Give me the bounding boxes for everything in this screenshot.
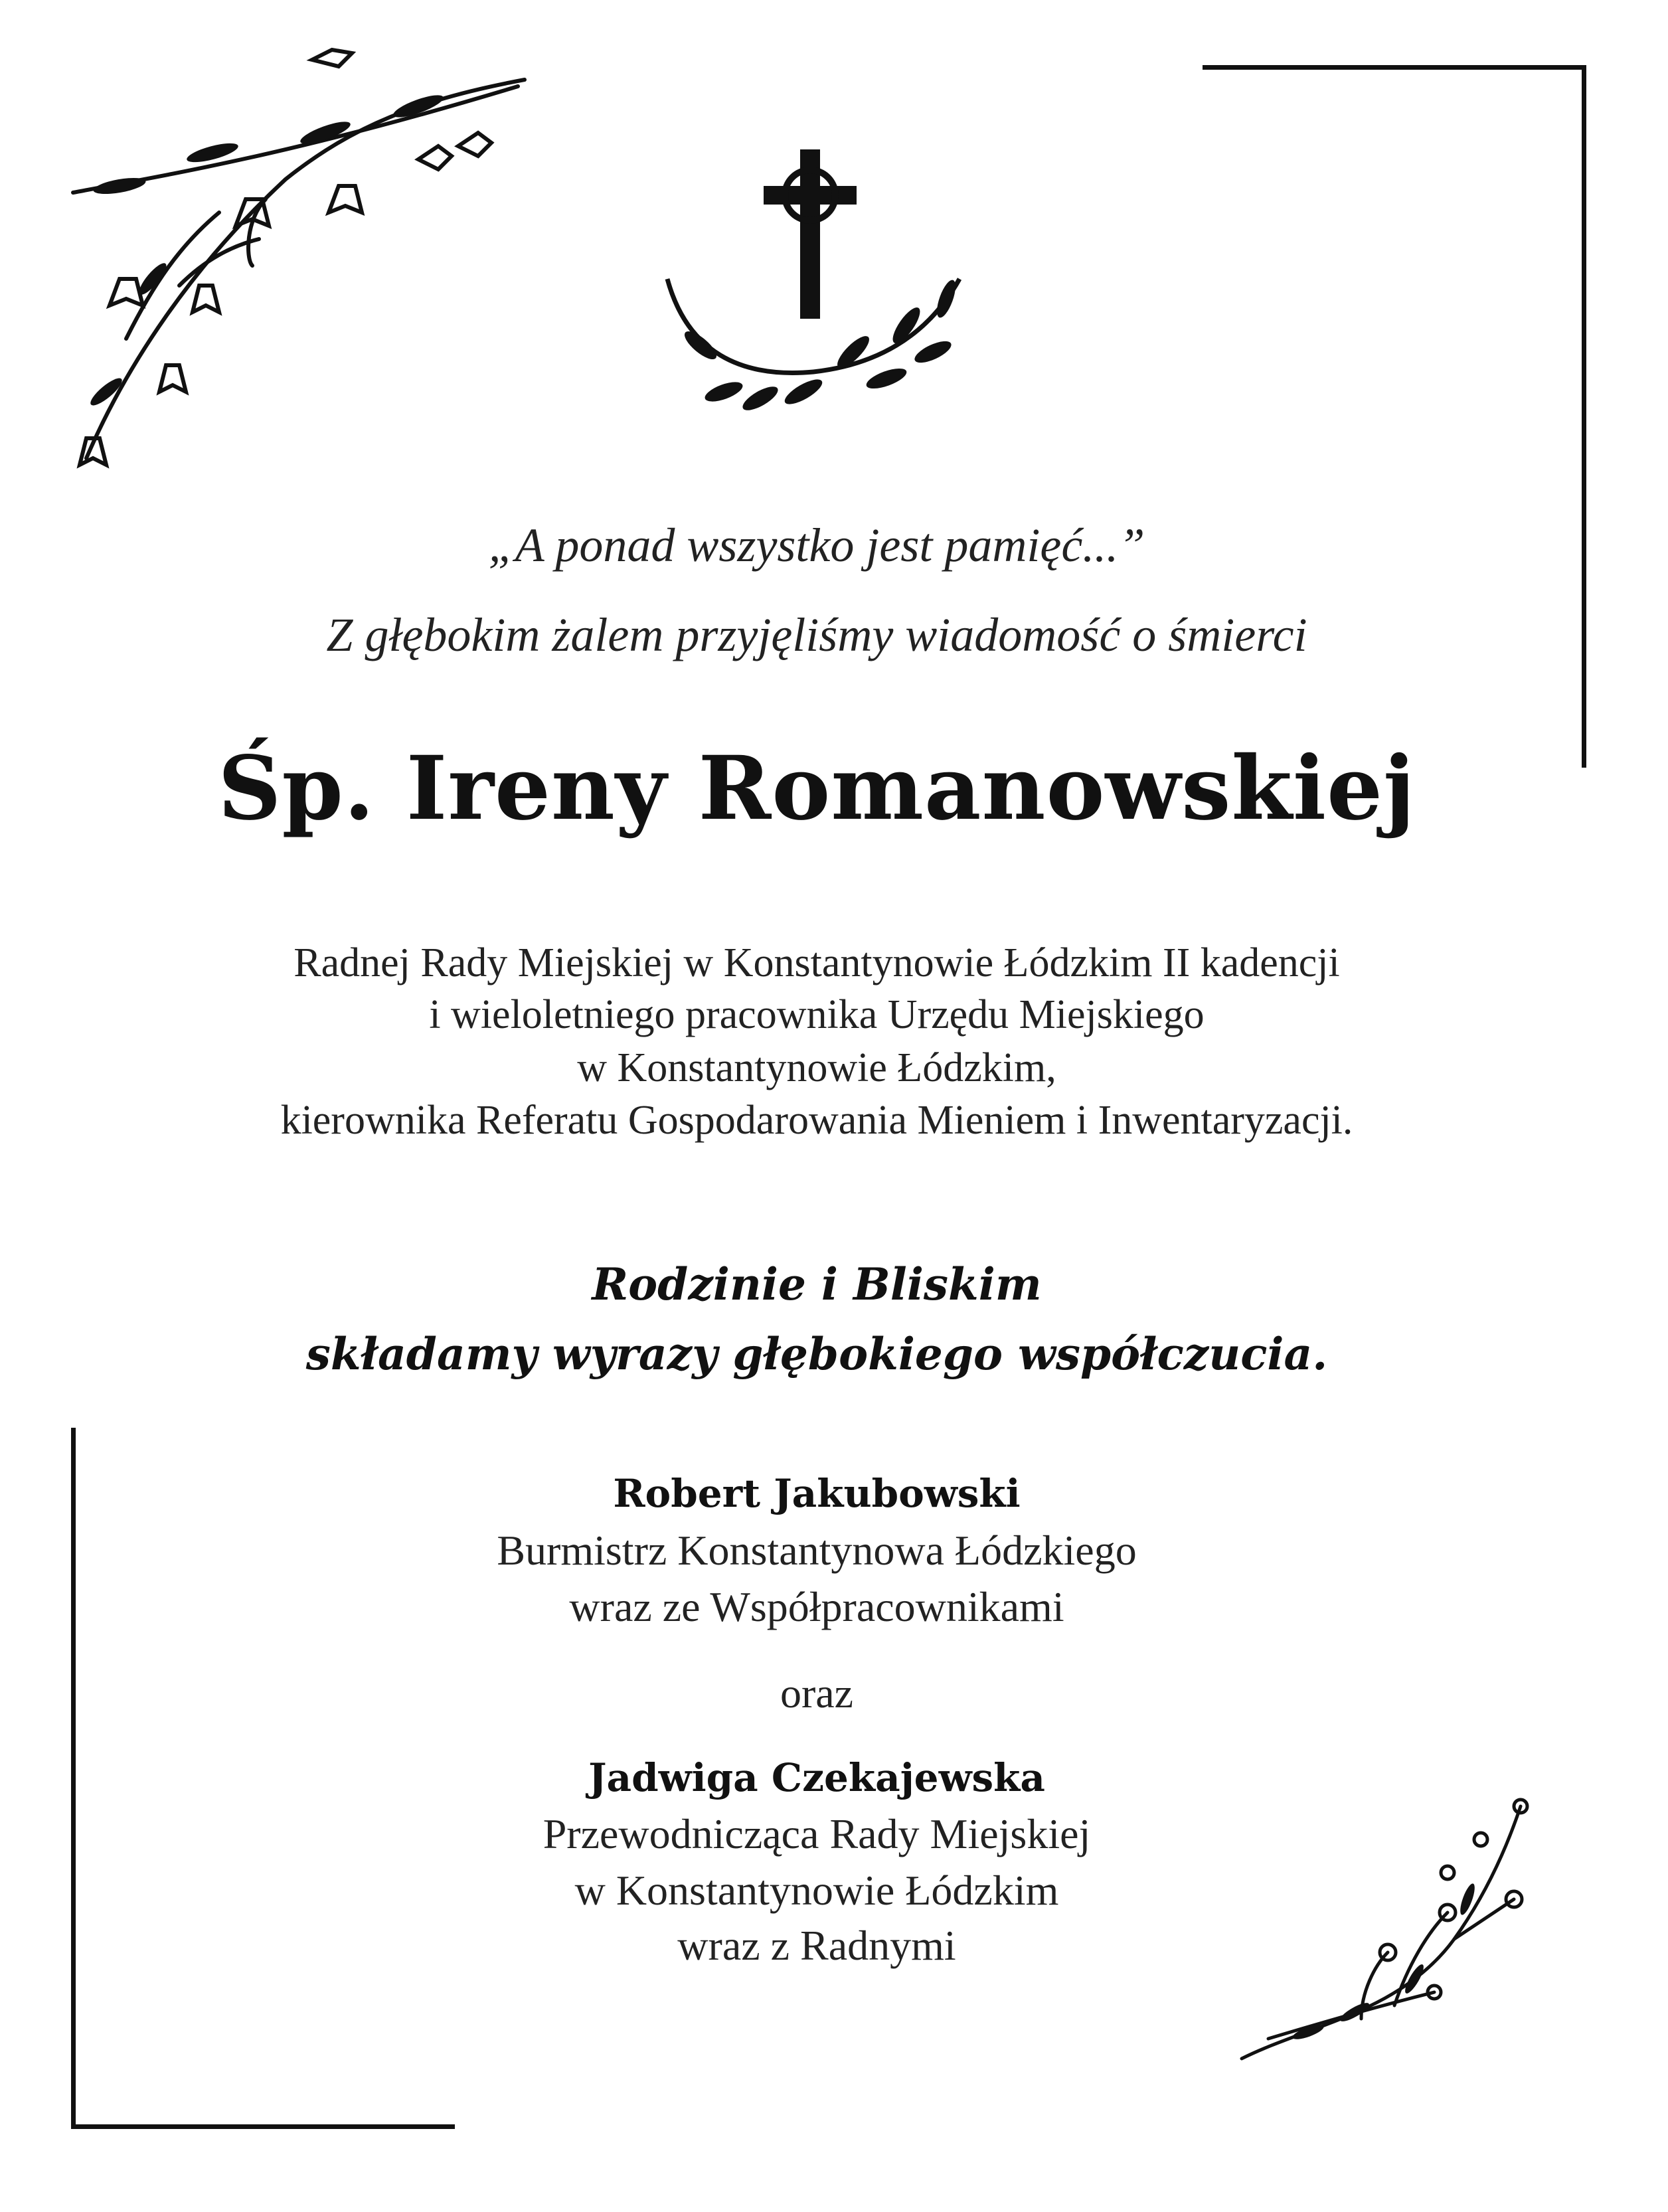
description-line: kierownika Referatu Gospodarowania Mieniem i Inwentaryzacji. xyxy=(280,1098,1353,1143)
signatory-line: wraz ze Współpracownikami xyxy=(569,1583,1064,1630)
intro-text: Z głębokim żalem przyjęliśmy wiadomość o śmierci xyxy=(326,608,1307,661)
description-line: w Konstantynowie Łódzkim, xyxy=(577,1045,1056,1090)
signatory-name: Jadwiga Czekajewska xyxy=(588,1755,1045,1800)
description-line: Radnej Rady Miejskiej w Konstantynowie Łódzkim II kadencji xyxy=(293,940,1340,985)
frame-top-right-horizontal xyxy=(1203,65,1586,70)
condolences-line: składamy wyrazy głębokiego współczucia. xyxy=(305,1328,1328,1380)
condolences-line: Rodzinie i Bliskim xyxy=(592,1258,1042,1310)
signatory-line: w Konstantynowie Łódzkim xyxy=(574,1867,1059,1914)
signatory-line: Burmistrz Konstantynowa Łódzkiego xyxy=(497,1527,1137,1574)
signatory-name: Robert Jakubowski xyxy=(613,1471,1021,1516)
signatory-line: Przewodnicząca Rady Miejskiej xyxy=(542,1810,1091,1857)
conjunction-text: oraz xyxy=(780,1669,854,1717)
laurel-branch-icon xyxy=(661,272,973,412)
signatory-line: wraz z Radnymi xyxy=(677,1922,956,1969)
floral-branch-icon xyxy=(46,46,571,485)
deceased-name: Śp. Ireny Romanowskiej xyxy=(218,737,1416,840)
description-line: i wieloletniego pracownika Urzędu Miejskiego xyxy=(429,992,1205,1037)
floral-branch-icon xyxy=(1228,1793,1547,2072)
memorial-quote: „A ponad wszystko jest pamięć...” xyxy=(488,519,1145,572)
frame-bottom-left-horizontal xyxy=(71,2124,455,2129)
